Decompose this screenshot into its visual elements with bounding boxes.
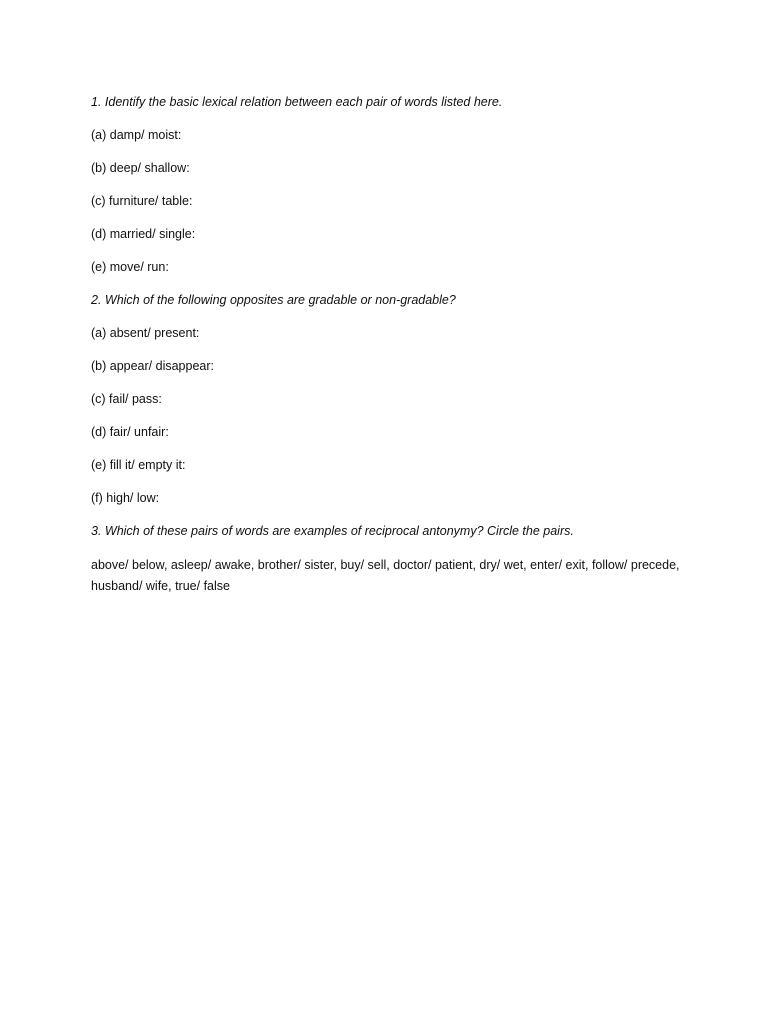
question-3-prompt: 3. Which of these pairs of words are examples of reciprocal antonymy? Circle the pairs. — [91, 524, 574, 538]
question-1-item-c: (c) furniture/ table: — [91, 194, 193, 208]
question-2-item-a: (a) absent/ present: — [91, 326, 200, 340]
question-2-item-f: (f) high/ low: — [91, 491, 160, 505]
question-1-item-d: (d) married/ single: — [91, 227, 196, 241]
question-2-item-c: (c) fail/ pass: — [91, 392, 162, 406]
question-1-item-a: (a) damp/ moist: — [91, 128, 182, 142]
question-2-item-d: (d) fair/ unfair: — [91, 425, 169, 439]
question-1-prompt: 1. Identify the basic lexical relation between each pair of words listed here. — [91, 95, 503, 109]
question-2-item-b: (b) appear/ disappear: — [91, 359, 214, 373]
question-2-prompt: 2. Which of the following opposites are gradable or non-gradable? — [91, 293, 456, 307]
question-1-item-e: (e) move/ run: — [91, 260, 169, 274]
question-3-word-pairs: above/ below, asleep/ awake, brother/ sister, buy/ sell, doctor/ patient, dry/ wet, enter/ exit, follow/ precede, husband/ wife, true/ false — [91, 558, 680, 593]
question-1-item-b: (b) deep/ shallow: — [91, 161, 190, 175]
document-body — [91, 93, 681, 597]
question-2-item-e: (e) fill it/ empty it: — [91, 458, 186, 472]
